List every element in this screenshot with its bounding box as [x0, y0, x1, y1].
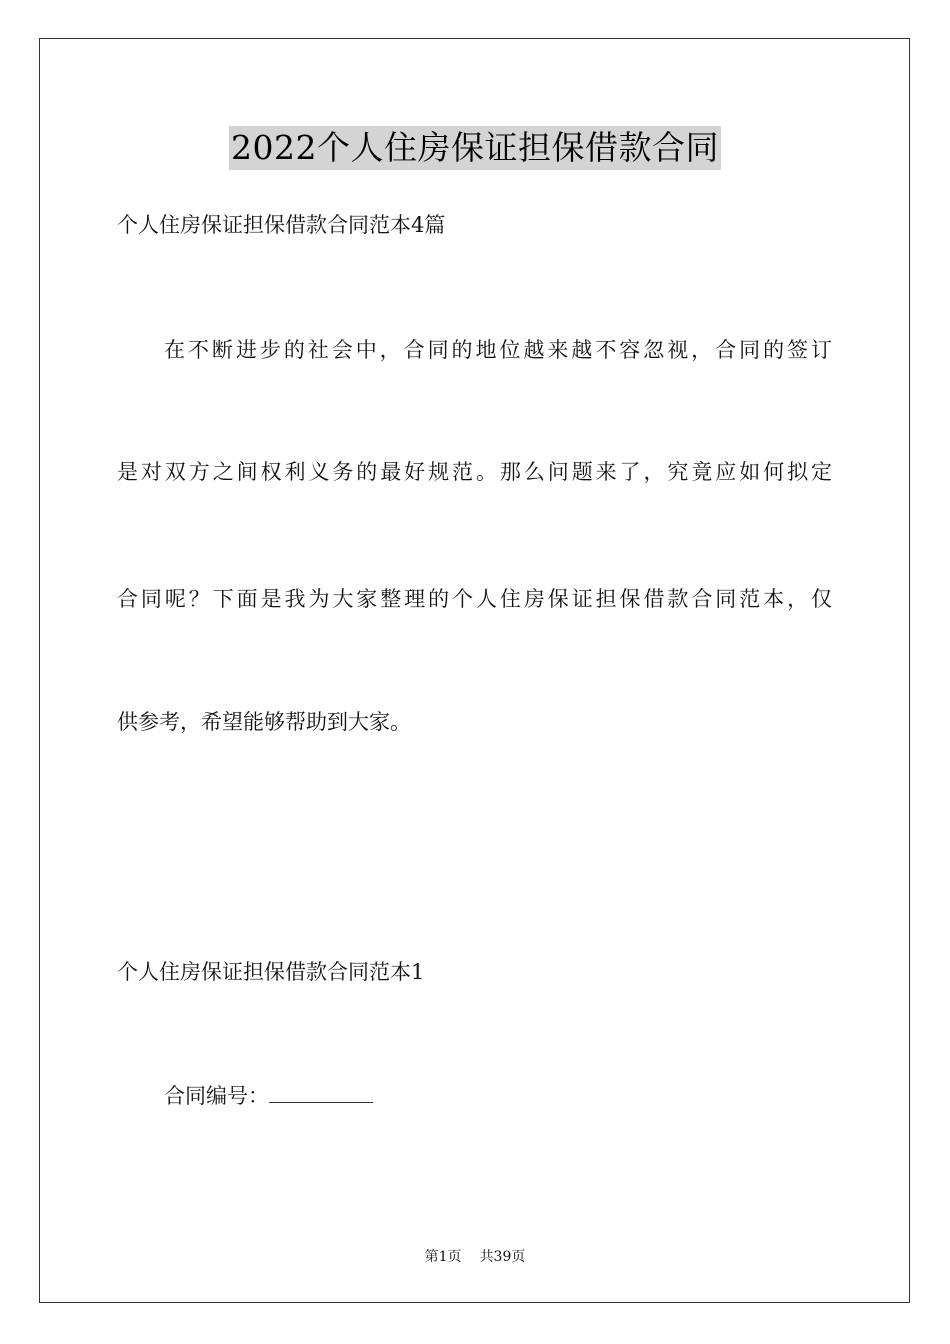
document-subtitle: 个人住房保证担保借款合同范本4篇 [117, 213, 446, 237]
title-container [0, 126, 950, 170]
page-total: 共39页 [479, 1249, 526, 1265]
section-heading: 个人住房保证担保借款合同范本1 [117, 960, 425, 984]
document-title: 2022个人住房保证担保借款合同 [229, 126, 721, 170]
contract-number-label: 合同编号： [164, 1084, 269, 1108]
intro-line-2: 是对双方之间权利义务的最好规范。那么问题来了，究竟应如何拟定 [117, 460, 832, 484]
contract-number-row [164, 1082, 373, 1110]
contract-number-blank[interactable] [269, 1082, 373, 1103]
page-footer [0, 1246, 950, 1266]
intro-line-3: 合同呢？下面是我为大家整理的个人住房保证担保借款合同范本，仅 [117, 587, 832, 611]
intro-line-1: 在不断进步的社会中，合同的地位越来越不容忽视，合同的签订 [164, 338, 832, 362]
intro-line-4: 供参考，希望能够帮助到大家。 [117, 710, 411, 734]
page-number: 第1页 [424, 1249, 462, 1265]
